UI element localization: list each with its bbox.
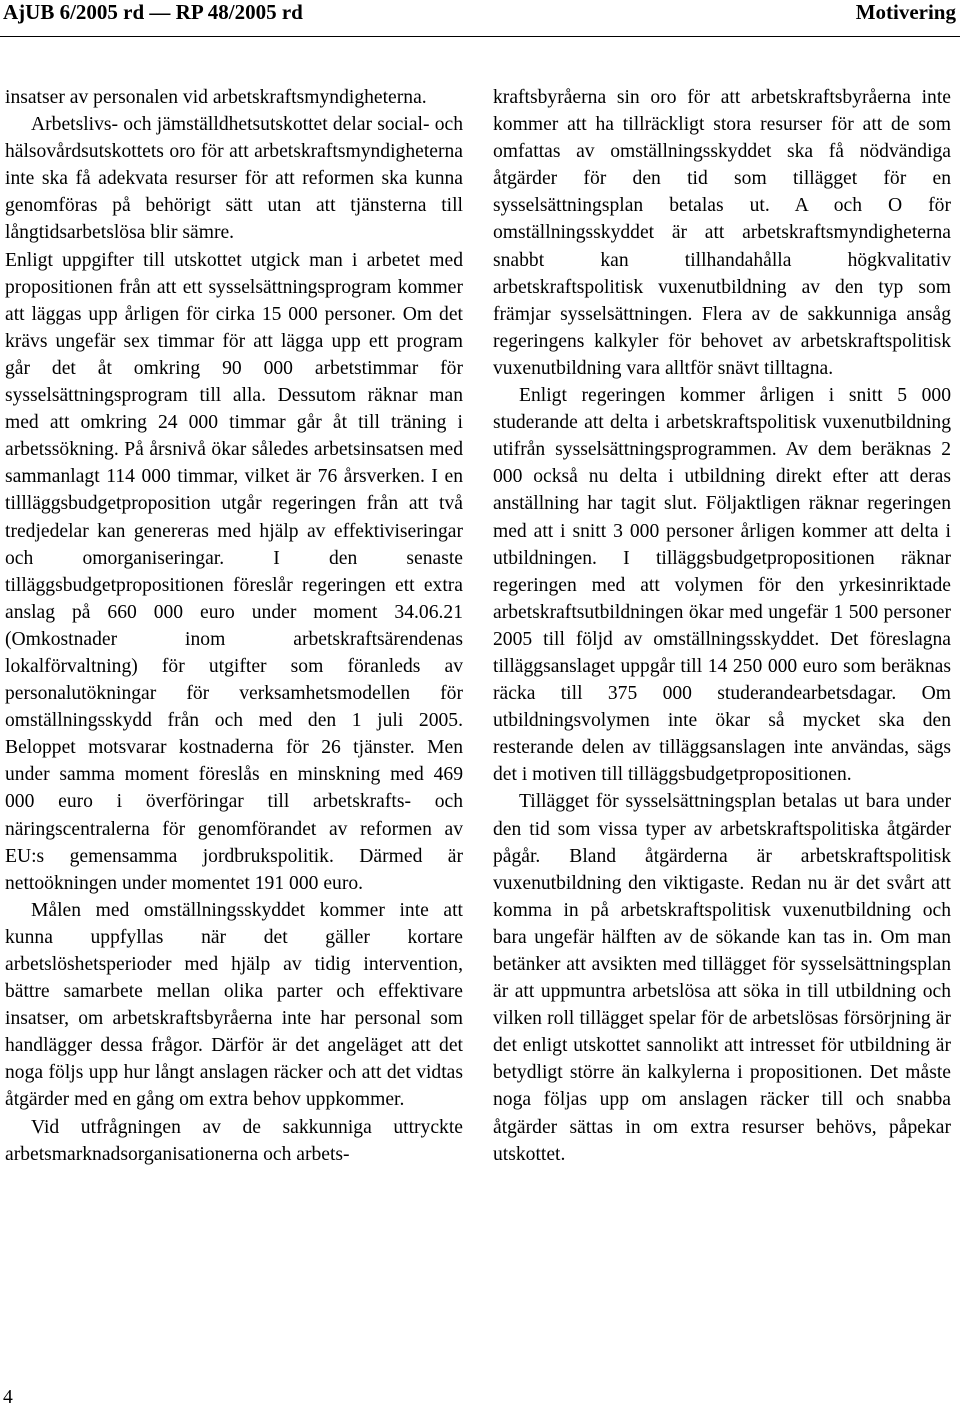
section-title: Motivering [855, 0, 956, 24]
page-header [0, 0, 960, 26]
paragraph: Enligt regeringen kommer årligen i snitt 5 000 studerande att delta i arbetskraftspolitisk vuxenutbildning utifrån sysselsättningsprogrammen. Av dem beräknas 2 000 också nu delta i utbildning direkt efter att deras anställning har tagit slut. Följaktligen räknar regeringen med att i snitt 3 000 personer årligen kommer att delta i utbildningen. I tilläggsbudgetpropositionen räknar regeringen med att volymen för den yrkesinriktade arbetskraftsutbildningen ökar med ungefär 1 500 personer 2005 till följd av omställningsskyddet. Det föreslagna tilläggsanslaget uppgår till 14 250 000 euro som beräknas räcka till 375 000 studerandearbetsdagar. Om utbildningsvolymen inte ökar så mycket ska den resterande delen av tilläggsanslagen inte användas, sägs det i motiven till tilläggsbudgetpropositionen. [493, 385, 951, 786]
paragraph: Tillägget för sysselsättningsplan betalas ut bara under den tid som vissa typer av arbetskraftspolitiska åtgärder pågår. Bland åtgärderna är arbetskraftspolitisk vuxenutbildning den viktigaste. Redan nu är det svårt att komma in på arbetskraftspolitisk vuxenutbildning och bara ungefär hälften av de sökande kan tas in. Om man betänker att avsikten med tillägget för sysselsättningsplan är att uppmuntra arbetslösa att söka in till utbildning och vilken roll tillägget spelar för de arbetslösas försörjning är det enligt utskottet sannolikt att intresset för utbildning är betydligt större än kalkylerna i propositionen. Det måste noga följas upp om anslagen räcker till och snabba åtgärder sättas in om extra resurser behövs, påpekar utskottet. [493, 791, 951, 1165]
paragraph: Vid utfrågningen av de sakkunniga uttryckte arbetsmarknadsorganisationerna och arbets- [5, 1116, 463, 1165]
page-number: 4 [3, 1387, 13, 1408]
paragraph: Målen med omställningsskyddet kommer inte att kunna uppfyllas när det gäller kortare arbetslöshetsperioder med hjälp av tidig intervention, bättre samarbete mellan olika parter och effektivare insatser, om arbetskraftsbyråerna inte har personal som handlägger dessa frågor. Därför är det angeläget att det noga följs upp hur långt anslagen räcker och att det vidtas åtgärder med en gång om extra behov uppkommer. [5, 899, 463, 1111]
paragraph: kraftsbyråerna sin oro för att arbetskraftsbyråerna inte kommer att ha tillräckligt stora resurser för att de som omfattas av omställningsskyddet ska få nödvändiga åtgärder för den tid som tillägget för en sysselsättningsplan betalas ut. A och O för omställningsskyddet är att arbetskraftsmyndigheterna snabbt kan tillhandahålla högkvalitativ arbetskraftspolitisk vuxenutbildning av den typ som främjar sysselsättningen. Flera av de sakkunniga ansåg regeringens kalkyler för behovet av arbetskraftspolitisk vuxenutbildning vara alltför snävt tilltagna. [493, 87, 951, 379]
header-rule [0, 36, 960, 37]
paragraph: Arbetslivs- och jämställdhetsutskottet delar social- och hälsovårdsutskottets oro för att arbetskraftsmyndigheterna inte ska få adekvata resurser för att reformen ska kunna genomföras på behörigt sätt utan att tjänsterna till långtidsarbetslösa blir sämre. [5, 114, 463, 244]
right-column [493, 84, 951, 1168]
document-reference: AjUB 6/2005 rd — RP 48/2005 rd [3, 0, 303, 24]
left-column [5, 84, 463, 1168]
paragraph: insatser av personalen vid arbetskraftsmyndigheterna. [5, 87, 427, 108]
paragraph: Enligt uppgifter till utskottet utgick man i arbetet med propositionen från att ett sysselsättningsprogram kommer att läggas upp årligen för cirka 15 000 personer. Om det krävs ungefär sex timmar för att lägga upp ett program går det åt omkring 90 000 arbetstimmar för sysselsättningsprogram till alla. Dessutom räknar man med att omkring 24 000 timmar går åt till träning i arbetssökning. På årsnivå ökar således arbetsinsatsen med sammanlagt 114 000 timmar, vilket är 76 årsverken. I en tillläggsbudgetproposition utgår regeringen från att två tredjedelar kan genereras med hjälp av effektiviseringar och omorganiseringar. I den senaste tilläggsbudgetpropositionen föreslår regeringen ett extra anslag på 660 000 euro under moment 34.06.21 (Omkostnader inom arbetskraftsärendenas lokalförvaltning) för utgifter som föranleds av personalutökningar för verksamhetsmodellen för omställningsskydd från och med den 1 juli 2005. Beloppet motsvarar kostnaderna för 26 tjänster. Men under samma moment föreslås en minskning med 469 000 euro i överföringar till arbetskrafts- och näringscentralerna för genomförandet av reformen av EU:s gemensamma jordbrukspolitik. Därmed är nettoökningen under momentet 191 000 euro. [5, 249, 463, 894]
